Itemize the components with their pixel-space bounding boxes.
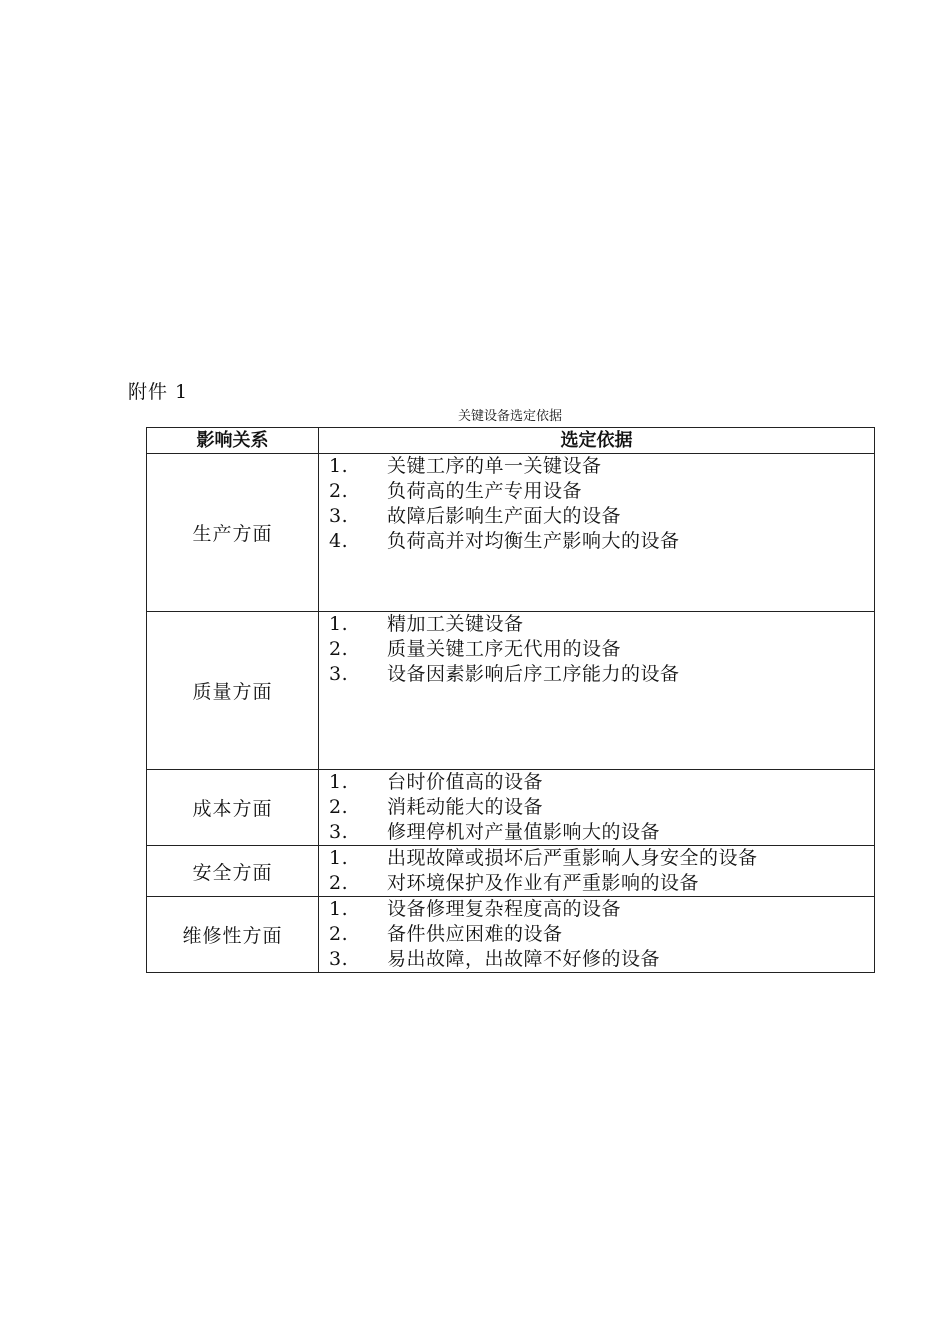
list-item	[329, 871, 874, 896]
item-text: 质量关键工序无代用的设备	[387, 638, 622, 660]
aspect-cell: 维修性方面	[147, 897, 319, 973]
table-row-quality	[147, 612, 875, 770]
list-item	[329, 454, 874, 479]
item-number: 3.	[329, 663, 349, 685]
item-number: 1.	[329, 898, 349, 920]
list-item	[329, 846, 874, 871]
item-text: 台时价值高的设备	[387, 771, 544, 793]
list-item	[329, 662, 874, 687]
basis-list	[319, 454, 874, 554]
aspect-cell: 质量方面	[147, 612, 319, 770]
header-basis: 选定依据	[319, 428, 875, 454]
item-number: 1.	[329, 455, 349, 477]
basis-list	[319, 897, 874, 972]
table-row-maintainability	[147, 897, 875, 973]
list-item	[329, 637, 874, 662]
attachment-label: 附件 1	[128, 381, 189, 403]
item-text: 对环境保护及作业有严重影响的设备	[387, 872, 700, 894]
item-text: 消耗动能大的设备	[387, 796, 544, 818]
list-item	[329, 820, 874, 845]
list-item	[329, 770, 874, 795]
item-text: 出现故障或损坏后严重影响人身安全的设备	[387, 847, 758, 869]
item-text: 关键工序的单一关键设备	[387, 455, 602, 477]
item-text: 精加工关键设备	[387, 613, 524, 635]
table-row-production	[147, 454, 875, 612]
list-item	[329, 529, 874, 554]
list-item	[329, 479, 874, 504]
item-number: 3.	[329, 821, 349, 843]
list-item	[329, 795, 874, 820]
table-caption: 关键设备选定依据	[457, 409, 562, 424]
item-number: 2.	[329, 923, 349, 945]
item-number: 2.	[329, 480, 349, 502]
basis-list	[319, 770, 874, 845]
item-number: 2.	[329, 638, 349, 660]
basis-cell	[319, 846, 875, 897]
item-number: 2.	[329, 796, 349, 818]
basis-cell	[319, 897, 875, 973]
list-item	[329, 947, 874, 972]
table-row-cost	[147, 770, 875, 846]
basis-cell	[319, 612, 875, 770]
table-row-safety	[147, 846, 875, 897]
basis-list	[319, 846, 874, 896]
item-text: 备件供应困难的设备	[387, 923, 563, 945]
table-header-row	[147, 428, 875, 454]
item-text: 设备因素影响后序工序能力的设备	[387, 663, 680, 685]
item-number: 3.	[329, 505, 349, 527]
item-number: 3.	[329, 948, 349, 970]
item-text: 负荷高的生产专用设备	[387, 480, 583, 502]
list-item	[329, 922, 874, 947]
basis-list	[319, 612, 874, 687]
item-number: 4.	[329, 530, 349, 552]
item-text: 易出故障，出故障不好修的设备	[387, 948, 661, 970]
criteria-table	[146, 427, 875, 973]
header-impact: 影响关系	[147, 428, 319, 454]
list-item	[329, 612, 874, 637]
item-number: 1.	[329, 771, 349, 793]
list-item	[329, 897, 874, 922]
aspect-cell: 安全方面	[147, 846, 319, 897]
basis-cell	[319, 454, 875, 612]
item-number: 2.	[329, 872, 349, 894]
item-text: 设备修理复杂程度高的设备	[387, 898, 622, 920]
aspect-cell: 生产方面	[147, 454, 319, 612]
aspect-cell: 成本方面	[147, 770, 319, 846]
list-item	[329, 504, 874, 529]
item-text: 修理停机对产量值影响大的设备	[387, 821, 661, 843]
basis-cell	[319, 770, 875, 846]
item-text: 故障后影响生产面大的设备	[387, 505, 622, 527]
item-number: 1.	[329, 847, 349, 869]
item-text: 负荷高并对均衡生产影响大的设备	[387, 530, 680, 552]
item-number: 1.	[329, 613, 349, 635]
